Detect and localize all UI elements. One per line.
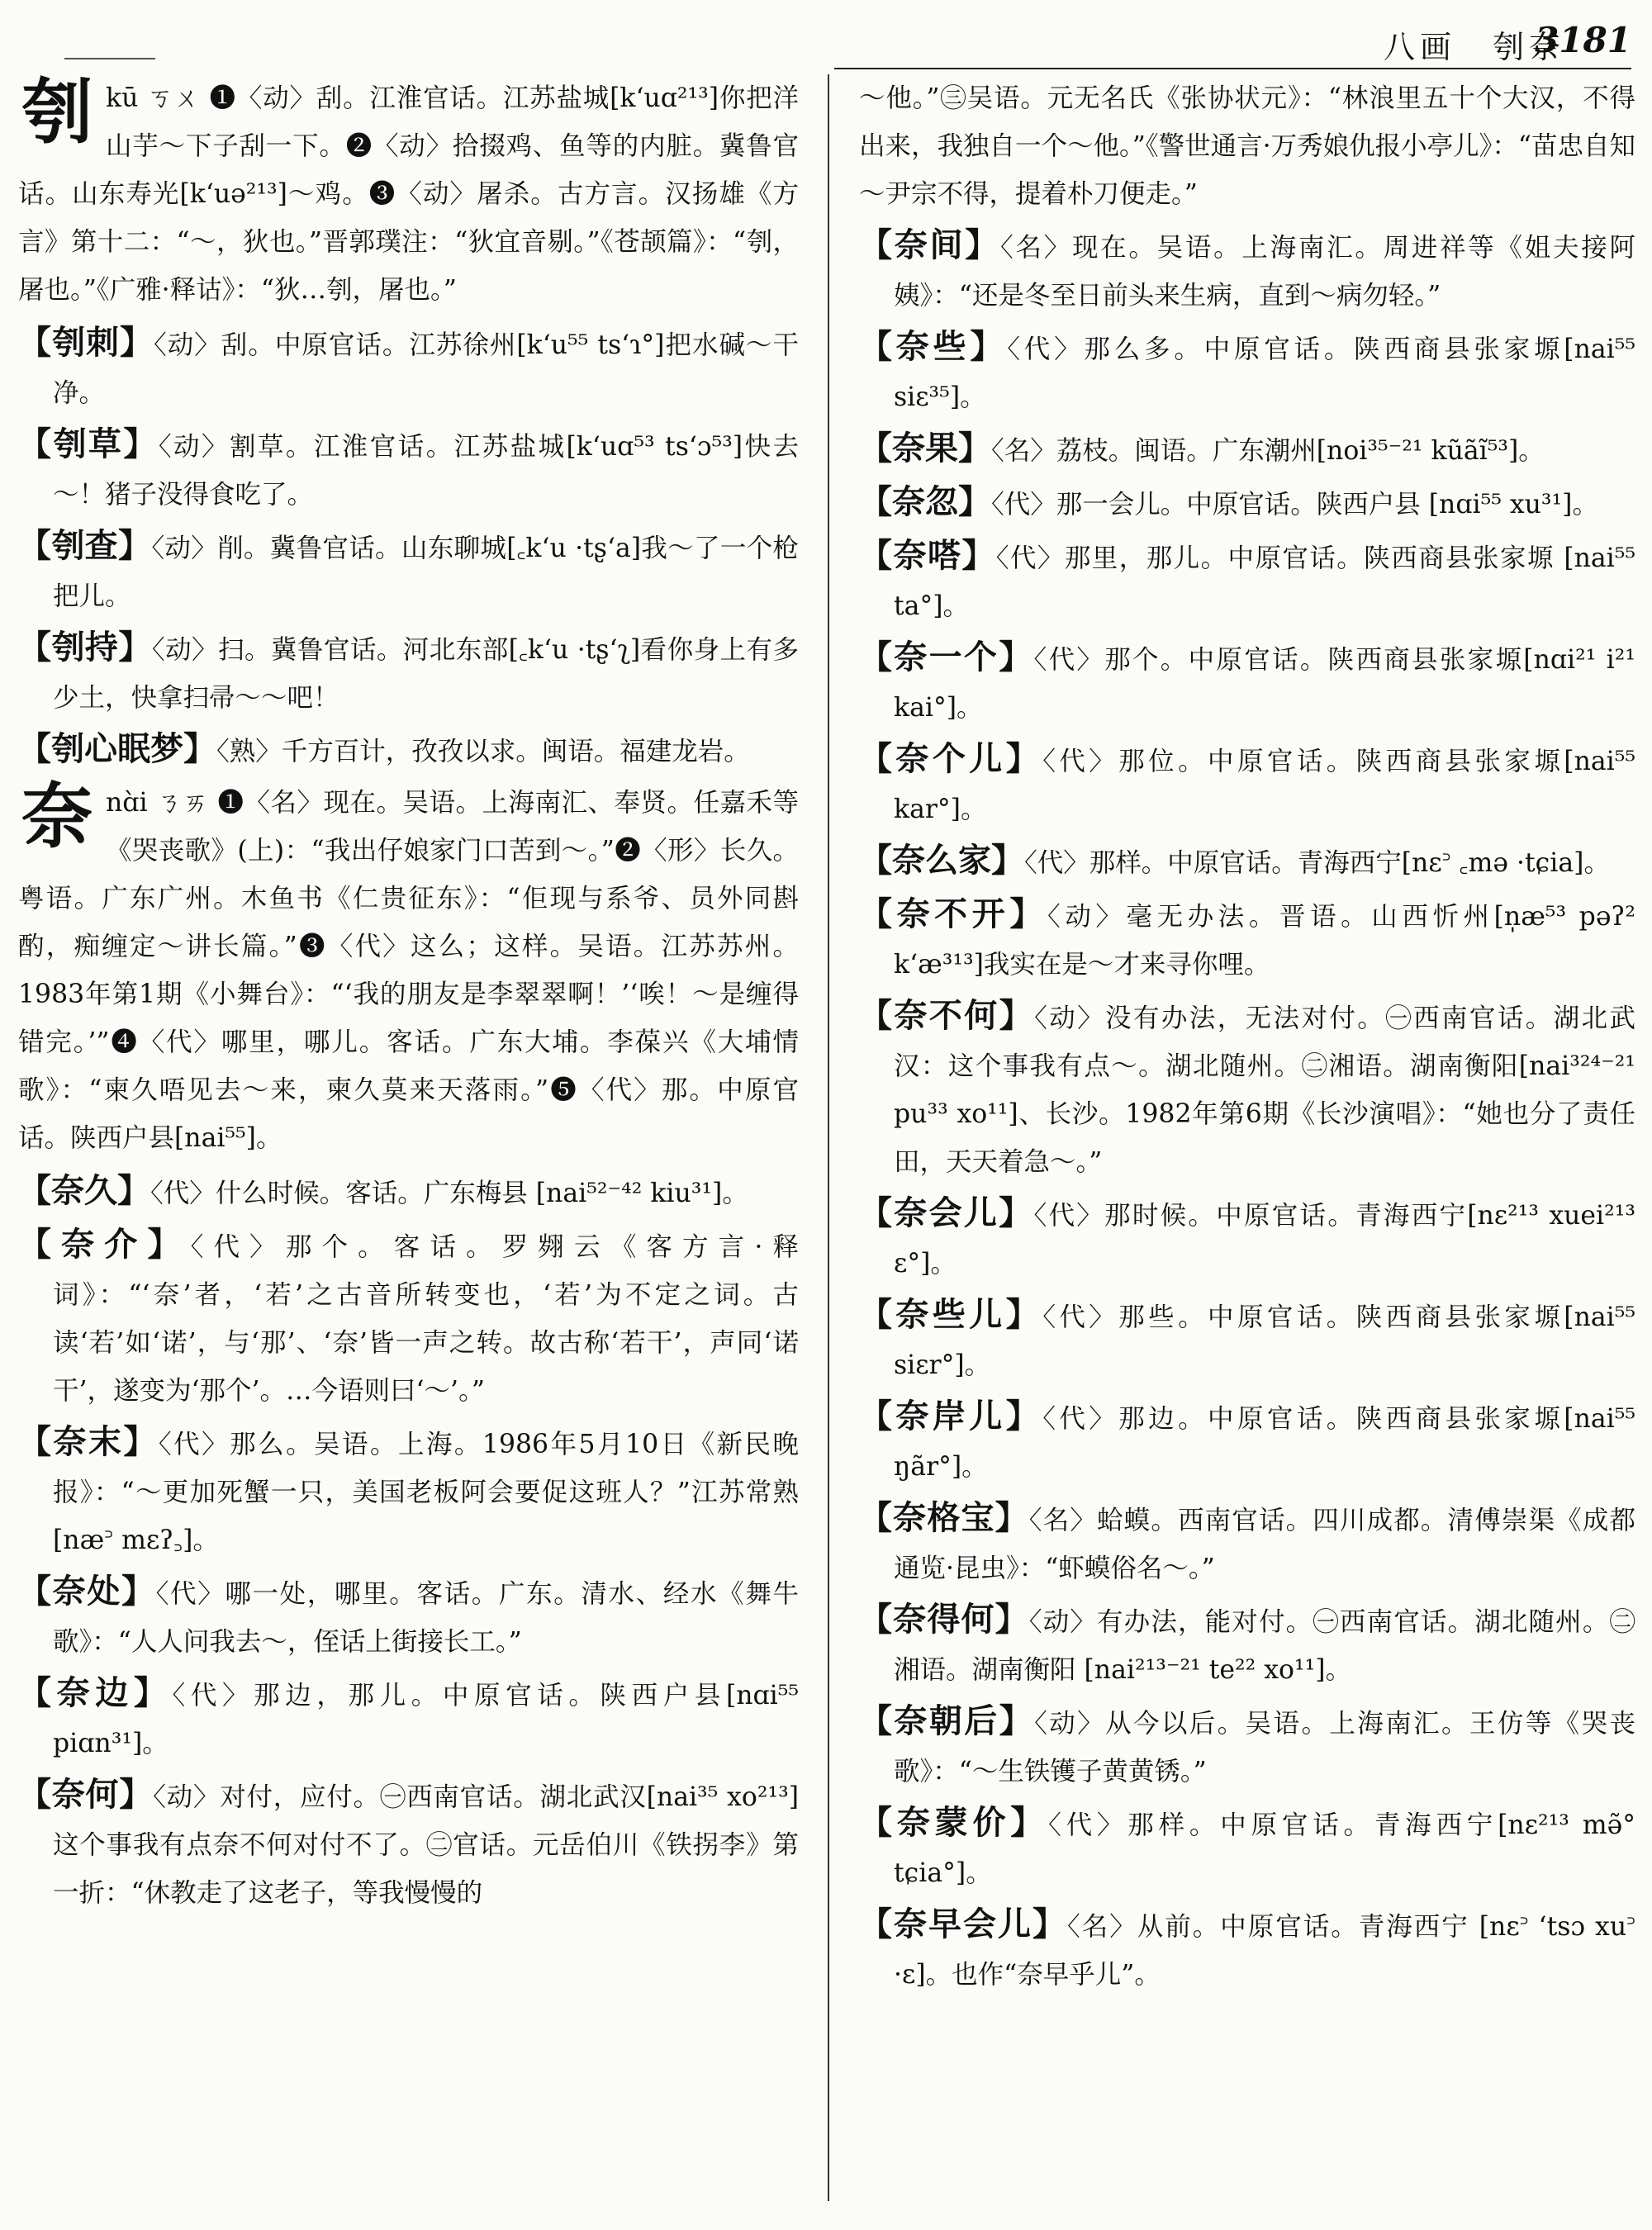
entry-definition: 〈动〉对付，应付。㊀西南官话。湖北武汉[nai³⁵ xo²¹³]这个事我有点奈不何对付不了。㊁官话。元岳伯川《铁拐李》第一折：“休教走了这老子，等我慢慢的 [53,1782,799,1908]
sub-headword: 【奈嗒】 [859,536,996,575]
sub-entry [859,323,1635,421]
column-divider [828,74,829,2201]
sub-headword: 【奈边】 [18,1673,173,1712]
sub-entry [859,633,1635,732]
entry-definition: 〈代〉那样。中原官话。青海西宁[nɛ꜄ ꜀mə ·tɕia]。 [1024,848,1610,878]
sub-entry [859,1900,1635,1999]
sub-entry [859,1291,1635,1389]
entry-definition: 〈名〉蛤蟆。西南官话。四川成都。清傅崇渠《成都通览·昆虫》：“虾蟆俗名～。” [894,1506,1635,1583]
sub-entry [18,725,799,776]
sub-entry [18,1418,799,1564]
sub-headword: 【奈些】 [859,327,1008,366]
main-entry [18,74,799,314]
sub-headword: 【刳心眠梦】 [18,729,216,768]
entry-definition: 〈代〉那个。客话。罗翙云《客方言·释词》：“‘奈’者，‘若’之古音所转变也，‘若’为不定之词。古读‘若’如‘诺’，与‘那’、‘奈’皆一声之转。故古称‘若干’，声同‘诺干’，遂变为‘那个’。…今语则曰‘～’。” [53,1232,799,1406]
sub-headword: 【奈得何】 [859,1600,1029,1639]
sub-headword: 【奈格宝】 [859,1498,1029,1537]
entry-definition: 〈动〉毫无办法。晋语。山西忻州[n̩æ⁵³ pəʔ² k‘æ³¹³]我实在是～才来寻你哩。 [894,902,1635,980]
entry-definition: 〈代〉什么时候。客话。广东梅县 [nai⁵²⁻⁴² kiu³¹]。 [150,1179,748,1208]
sub-entry [18,522,799,620]
sub-entry [859,1189,1635,1288]
sub-headword: 【奈岸儿】 [859,1397,1043,1435]
top-dash [64,58,155,59]
sub-headword: 【奈果】 [859,429,991,467]
main-headword: 奈 [21,775,93,858]
entry-definition: 〈动〉割草。江淮官话。江苏盐城[k‘uɑ⁵³ ts‘ɔ⁵³]快去～！猪子没得食吃了。 [53,432,799,510]
entry-definition: kū ㄎㄨ ❶〈动〉刮。江淮官话。江苏盐城[k‘uɑ²¹³]你把洋山芋～下子刮一下。❷〈动〉拾掇鸡、鱼等的内脏。冀鲁官话。山东寿光[k‘uə²¹³]～鸡。❸〈动〉屠杀。古方言。汉扬雄《方言》第十二：“～，狄也。”晋郭璞注：“狄宜音剔。”《苍颉篇》：“刳，屠也。”《广雅·释诂》：“狄…刳，屠也。” [18,83,799,305]
sub-headword: 【奈早会儿】 [859,1905,1067,1943]
sub-headword: 【奈处】 [18,1572,156,1611]
entry-definition: 〈动〉刮。中原官话。江苏徐州[k‘u⁵⁵ ts‘ɿ°]把水碱～干净。 [53,330,799,408]
main-entry [18,775,799,1162]
entry-definition: 〈代〉那位。中原官话。陕西商县张家塬[nai⁵⁵ kar°]。 [894,747,1635,824]
sub-headword: 【奈何】 [18,1775,154,1814]
entry-definition: 〈代〉那时候。中原官话。青海西宁[nɛ²¹³ xuei²¹³ ɛ°]。 [894,1201,1635,1279]
sub-headword: 【奈蒙价】 [859,1803,1049,1842]
entry-continuation [859,74,1635,218]
entry-definition: 〈名〉现在。吴语。上海南汇。周进祥等《姐夫接阿姨》：“还是冬至日前头来生病，直到～病勿轻。” [894,233,1635,311]
sub-entry [18,1221,799,1415]
sub-headword: 【奈末】 [18,1422,159,1461]
sub-headword: 【奈一个】 [859,638,1034,676]
entry-definition: 〈动〉没有办法，无法对付。㊀西南官话。湖北武汉：这个事我有点～。湖北随州。㊁湘语。湖南衡阳[nai³²⁴⁻²¹ pu³³ xo¹¹]、长沙。1982年第6期《长沙演唱》：“她也分了责任田，天天着急～。” [894,1004,1635,1177]
sub-entry [859,890,1635,989]
sub-headword: 【奈忽】 [859,482,991,521]
entry-definition: 〈代〉那边。中原官话。陕西商县张家塬[nai⁵⁵ ŋãr°]。 [894,1404,1635,1482]
header-rule [834,68,1631,69]
page-header [0,15,1631,68]
main-headword: 刳 [21,74,93,154]
sub-entry [18,1167,799,1217]
sub-entry [18,1771,799,1917]
sub-headword: 【奈间】 [859,225,1000,264]
entry-definition: 〈代〉那些。中原官话。陕西商县张家塬[nai⁵⁵ siɛr°]。 [894,1302,1635,1380]
entry-definition: 〈代〉那个。中原官话。陕西商县张家塬[nɑi²¹ i²¹ kai°]。 [894,645,1635,723]
entry-definition: 〈代〉那么。吴语。上海。1986年5月10日《新民晚报》：“～更加死蟹一只，美国老板阿会要促这班人？”江苏常熟[næ꜄ mɛʔ꜆]。 [53,1430,799,1555]
entry-definition: 〈熟〉千方百计，孜孜以求。闽语。福建龙岩。 [216,737,750,766]
sub-entry [859,1697,1635,1796]
sub-headword: 【奈朝后】 [859,1701,1035,1740]
sub-entry [859,992,1635,1186]
sub-entry [859,532,1635,630]
sub-entry [859,221,1635,320]
sub-headword: 【奈不开】 [859,894,1047,933]
entry-definition: 〈代〉那么多。中原官话。陕西商县张家塬[nai⁵⁵ siɛ³⁵]。 [894,334,1635,412]
left-column [18,74,799,2205]
sub-entry [859,1494,1635,1592]
sub-entry [859,735,1635,833]
entry-definition: 〈动〉从今以后。吴语。上海南汇。王仿等《哭丧歌》：“～生铁镬子黄黄锈。” [894,1709,1635,1786]
sub-entry [859,1393,1635,1491]
sub-entry [18,420,799,519]
sub-entry [18,319,799,417]
sub-headword: 【刳草】 [18,425,159,463]
sub-headword: 【刳查】 [18,526,152,565]
sub-entry [859,1799,1635,1897]
entry-definition: nɑ̀i ㄋㄞ ❶〈名〉现在。吴语。上海南汇、奉贤。任嘉禾等《哭丧歌》(上)：“我出仔娘家门口苦到～。”❷〈形〉长久。粤语。广东广州。木鱼书《仁贵征东》：“佢现与系爷、员外同斟酌，痴缠定～讲长篇。”❸〈代〉这么；这样。吴语。江苏苏州。1983年第1期《小舞台》：“‘我的朋友是李翠翠啊！’‘唉！～是缠得错完。’”❹〈代〉哪里，哪儿。客话。广东大埔。李葆兴《大埔情歌》：“柬久唔见去～来，柬久莫来天落雨。”❺〈代〉那。中原官话。陕西户县[nai⁵⁵]。 [18,788,799,1153]
entry-definition: 〈代〉那里，那儿。中原官话。陕西商县张家塬 [nai⁵⁵ ta°]。 [894,543,1635,621]
sub-headword: 【刳刺】 [18,323,154,362]
entry-definition: 〈代〉那一会儿。中原官话。陕西户县 [nɑi⁵⁵ xu³¹]。 [991,490,1598,520]
sub-entry [859,1596,1635,1694]
entry-definition: 〈代〉哪一处，哪里。客话。广东。清水、经水《舞牛歌》：“人人问我去～，侄话上街接长工。” [53,1579,799,1657]
right-column [859,74,1635,2205]
sub-headword: 【奈些儿】 [859,1295,1043,1334]
sub-headword: 【奈不何】 [859,996,1035,1035]
entry-definition: 〈名〉荔枝。闽语。广东潮州[noi³⁵⁻²¹ kũãĩ⁵³]。 [991,436,1545,466]
sub-headword: 【刳持】 [18,628,152,667]
sub-headword: 【奈会儿】 [859,1193,1034,1232]
entry-definition: 〈代〉那边，那儿。中原官话。陕西户县[nɑi⁵⁵ piɑn³¹]。 [53,1681,799,1758]
entry-definition: 〈动〉削。冀鲁官话。山东聊城[꜀k‘u ·tʂ‘a]我～了一个枪把儿。 [53,534,799,611]
entry-definition: ～他。”㊂吴语。元无名氏《张协状元》：“林浪里五十个大汉，不得出来，我独自一个～他。”《警世通言·万秀娘仇报小亭儿》：“苗忠自知～尹宗不得，提着朴刀便走。” [859,83,1635,209]
sub-headword: 【奈久】 [18,1171,150,1210]
entry-definition: 〈代〉那样。中原官话。青海西宁[nɛ²¹³ mə̃° tɕia°]。 [894,1810,1635,1888]
sub-headword: 【奈介】 [18,1225,191,1264]
entry-definition: 〈名〉从前。中原官话。青海西宁 [nɛ꜄ ‘tsɔ xu꜄ ·ɛ]。也作“奈早乎儿”。 [894,1912,1635,1990]
sub-entry [859,425,1635,475]
entry-definition: 〈动〉扫。冀鲁官话。河北东部[꜀k‘u ·tʂ‘ʅ]看你身上有多少土，快拿扫帚～～吧！ [53,635,799,713]
sub-entry [18,624,799,722]
sub-headword: 【奈么家】 [859,841,1024,880]
sub-entry [18,1669,799,1767]
entry-definition: 〈动〉有办法，能对付。㊀西南官话。湖北随州。㊁湘语。湖南衡阳 [nai²¹³⁻²¹ te²² xo¹¹]。 [894,1607,1635,1685]
sub-headword: 【奈个儿】 [859,739,1043,778]
sub-entry [859,478,1635,529]
sub-entry [18,1568,799,1666]
running-head: 八画 刳奈 [1383,29,1565,65]
page-number: 3181 [1535,20,1631,60]
sub-entry [859,837,1635,887]
